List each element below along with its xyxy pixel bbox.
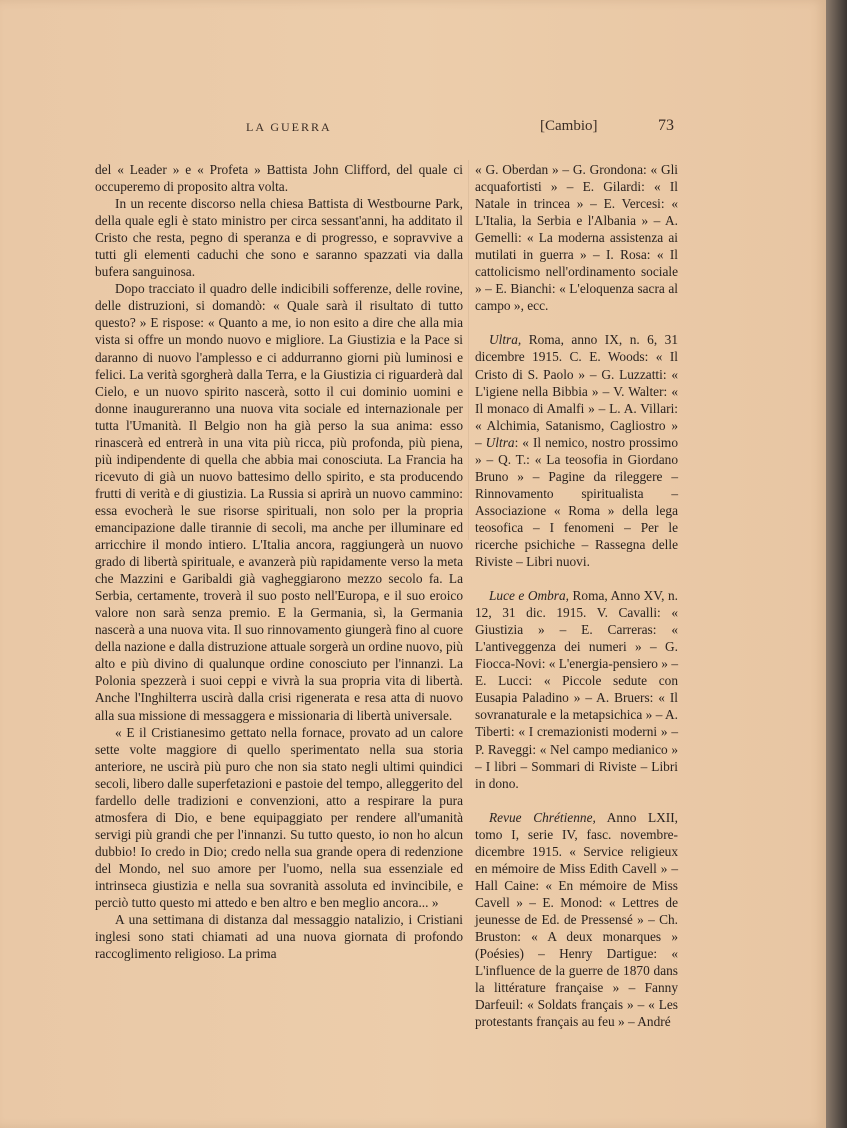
journal-title: Luce e Ombra,: [489, 588, 569, 604]
section-label: [Cambio]: [540, 118, 598, 134]
entry-text: Roma, anno IX, n. 6, 31 dicembre 1915. C. E. Woods: « Il Cristo di S. Paolo » – G. Luzzatti: « L'igiene nella Bibbia » – V. Walter: « Il monaco di Amalfi » – L. A. Villari: « Alchimia, Satanismo, Cagliostro » –: [475, 332, 678, 450]
page-number: 73: [658, 117, 674, 134]
review-entry-continued: « G. Oberdan » – G. Grondona: « Gli acquafortisti » – E. Gilardi: « Il Natale in trincea » – E. Vercesi: « L'Italia, la Serbia e l'Albania » – A. Gemelli: « La moderna assistenza ai mutilati in guerra » – I. Rosa: « Il cattolicismo nell'ordinamento sociale » – E. Bianchi: « L'eloquenza sacra al campo », ecc.: [475, 162, 678, 314]
paragraph: In un recente discorso nella chiesa Battista di Westbourne Park, della quale egli è stato ministro per circa sessant'anni, ha additato il Cristo che resta, pegno di speranza e di progresso, e sopravvive a tutti gli elementi caduchi che sono e saranno spazzati via dalla bufera sanguinosa.: [95, 196, 463, 280]
paragraph: A una settimana di distanza dal messaggio natalizio, i Cristiani inglesi sono stati chiamati ad una nuova giornata di profondo raccoglimento religioso. La prima: [95, 912, 463, 962]
review-entry-luce-e-ombra: [475, 587, 678, 792]
review-entry-revue-chretienne: [475, 809, 678, 1031]
review-entry-ultra: [475, 331, 678, 570]
column-divider: [468, 160, 469, 540]
paragraph: Dopo tracciato il quadro delle indicibili sofferenze, delle rovine, delle distruzioni, si domandò: « Quale sarà il risultato di tutto questo? » E rispose: « Quanto a me, io non esito a dire che alla mia vista si offre un mondo nuovo e migliore. La Giustizia e la Pace si daranno di nuovo l'amplesso e ci addurranno giorni più luminosi e felici. La verità sgorgherà dalla Terra, e la Giustizia ci riguarderà dal Cielo, e un nuovo spirito nascerà, sotto il cui dominio uomini e donne inaugureranno una nuova vita sociale ed internazionale per tutta l'Umanità. Il Belgio non ha già perso la sua anima: esso rinascerà ed entrerà in una vita più ricca, più profonda, più piena, più indipendente di quella che abbia mai conosciuta. La Francia ha ricevuto di già un nuovo battesimo dello spirito, e sta producendo frutti di verità e di giustizia. La Russia si aprirà un nuovo cammino: essa evocherà le sue risorse spirituali, non solo per la propria emancipazione dalle tirannie di secoli, ma anche per illuminare ed arricchire il mondo intiero. L'Italia ancora, raggiungerà un nuovo grado di libertà spirituale, e avanzerà più rapidamente verso la meta che Mazzini e Garibaldi già vagheggiarono mezzo secolo fa. La Serbia, certamente, troverà il suo posto nell'Europa, e il suo eroico valore non sarà senza premio. E la Germania, sì, la Germania nascerà a una nuova vita. Il suo rinnovamento giungerà fino al cuore della nazione e dalla distruzione attuale sorgerà un ordine nuovo, più alto e più divino di qualunque ordine conosciuto per l'innanzi. La Polonia spezzerà i suoi ceppi e vivrà la sua propria vita di libertà. Anche l'Inghilterra uscirà dalla crisi rigenerata e resa atta di nuovo alla sua missione di messaggera e missionaria di libertà universale.: [95, 281, 463, 723]
journal-title: Ultra,: [489, 332, 522, 348]
journal-title: Revue Chrétienne,: [489, 809, 596, 825]
paragraph: « E il Cristianesimo gettato nella fornace, provato ad un calore sette volte maggiore di quello sperimentato nella sua storia anteriore, ne uscirà più puro che non sia stato negli ultimi quindici secoli, libero dalle superfetazioni e pastoie del tempo, alleggerito del fardello delle tradizioni e convenzioni, atto a respirare la pura atmosfera di Dio, e bene equipaggiato per rendere all'umanità servigi più grandi che per l'innanzi. Su tutto questo, io non ho alcun dubbio! Io credo in Dio; credo nella sua grande opera di redenzione del Mondo, nel suo amore per l'uomo, nella sua essenziale ed intrinseca giustizia e nella sua sovranità assoluta ed invincibile, e perciò tutto questo mi attedo e ben altro e ben meglio ancora... »: [95, 724, 463, 911]
book-edge: [826, 0, 847, 1128]
entry-text: Anno LXII, tomo I, serie IV, fasc. novembre-dicembre 1915. « Service religieux en mémoire de Miss Edith Cavell » – Hall Caine: « En mémoire de Miss Cavell » – E. Monod: « Lettres de jeunesse de Ed. de Pressensé » – Ch. Bruston: « A deux monarques » (Poésies) – Henry Dartigue: « L'influence de la guerre de 1870 dans la littérature française » – Fanny Darfeuil: « Soldats français » – « Les protestants français au feu » – André: [475, 809, 678, 1030]
page-header: [0, 117, 826, 140]
journal-ref: Ultra: [485, 434, 515, 450]
running-head: LA GUERRA: [246, 120, 332, 134]
paragraph: del « Leader » e « Profeta » Battista John Clifford, del quale ci occuperemo di proposito altra volta.: [95, 162, 463, 195]
right-column: [475, 161, 678, 1030]
entry-text: Roma, Anno XV, n. 12, 31 dic. 1915. V. Cavalli: « Giustizia » – E. Carreras: « L'antiveggenza dei numeri » – G. Fiocca-Novi: « L'energia-pensiero » – E. Lucci: « Piccole sedute con Eusapia Paladino » – A. Bruers: « Il sovranaturale e la metapsichica » – A. Tiberti: « I cremazionisti moderni » – P. Raveggi: « Nel campo medianico » – I libri – Sommari di Riviste – Libri in dono.: [475, 588, 678, 791]
left-column: [95, 161, 463, 962]
entry-text: : « Il nemico, nostro prossimo » – Q. T.: « La teosofia in Giordano Bruno » – Pagine da rileggere – Rinnovamento spiritualista – Associazione « Roma » della lega teosofica – I fenomeni – Per le ricerche psichiche – Rassegna delle Riviste – Libri nuovi.: [475, 434, 678, 570]
